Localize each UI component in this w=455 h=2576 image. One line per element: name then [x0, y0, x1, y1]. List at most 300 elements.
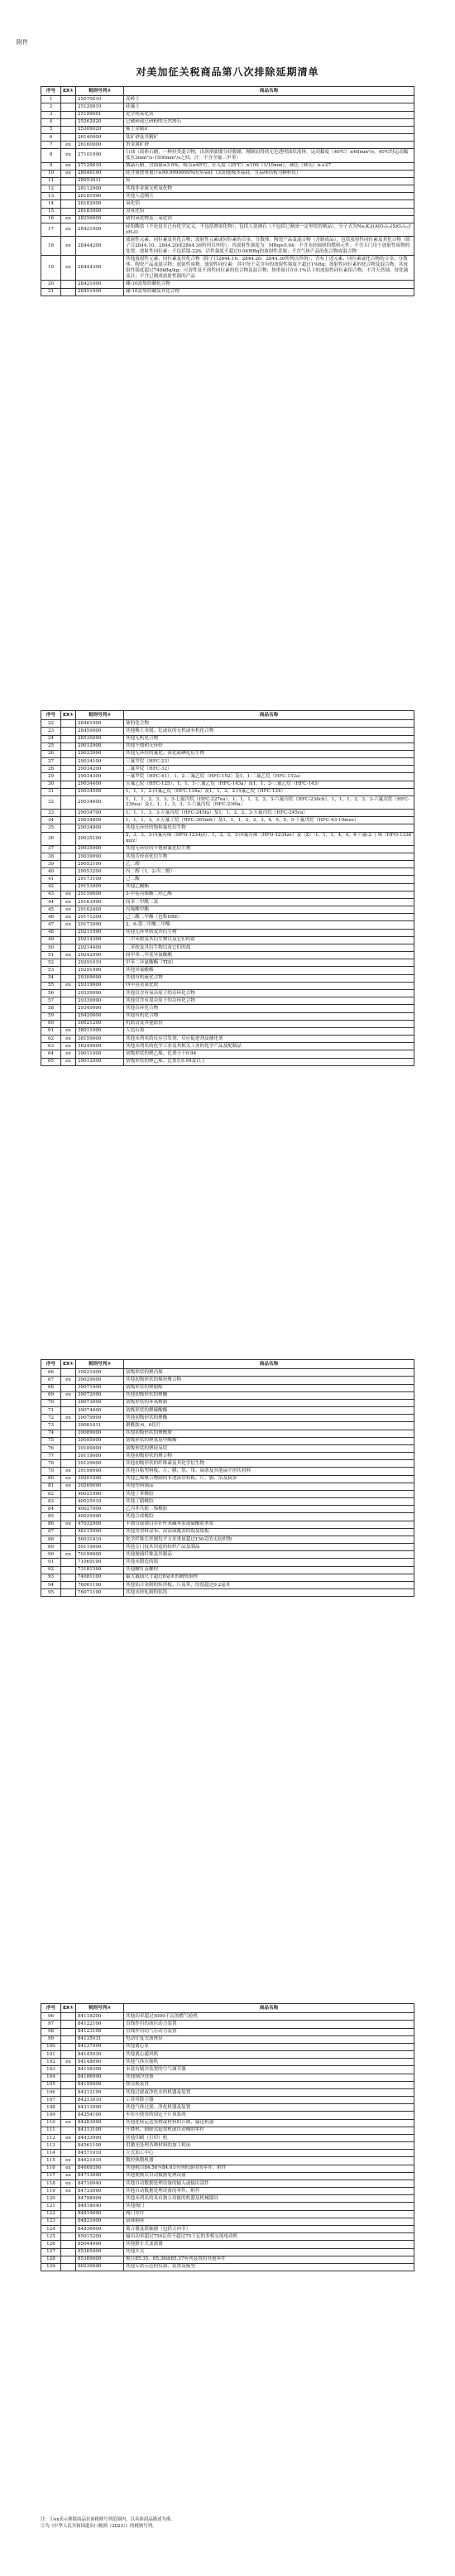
row-ex	[61, 2028, 76, 2035]
table-row	[41, 2081, 414, 2088]
row-ex	[61, 810, 76, 817]
table-row	[41, 1050, 414, 1058]
row-name: 用激光处理各种材料的加工机床	[124, 2142, 414, 2150]
table-row	[41, 103, 414, 111]
header-ex: EX①	[61, 2004, 76, 2013]
table-page-3	[41, 1359, 414, 1597]
row-name: 己二酸	[124, 876, 414, 883]
row-name: 初级形状的聚丙烯	[124, 1369, 414, 1377]
row-name: 其他制冷设备	[124, 2074, 414, 2081]
row-num: 55	[41, 982, 61, 989]
row-num: 124	[41, 2226, 61, 2233]
row-code: 84212199	[76, 2088, 124, 2096]
row-ex: ex	[61, 256, 76, 281]
table-row	[41, 1012, 414, 1020]
row-num: 22	[41, 720, 61, 728]
row-name: 其他初级形状的聚醚	[124, 1391, 414, 1399]
row-code: 39201090	[76, 1475, 124, 1483]
row-code: 85365000	[76, 2248, 124, 2256]
row-name: 其他不饱和无环烃	[124, 743, 414, 750]
row-num: 47	[41, 921, 61, 929]
table-row	[41, 1058, 414, 1065]
row-code: 28421000	[76, 223, 124, 236]
table-row	[41, 96, 414, 103]
row-ex	[61, 936, 76, 944]
table-page-1	[41, 86, 414, 296]
row-num: 29	[41, 773, 61, 781]
row-ex	[61, 2241, 76, 2248]
table-row	[41, 781, 414, 788]
row-num: 81	[41, 1483, 61, 1490]
row-ex: ex	[61, 1468, 76, 1475]
row-ex: ex	[61, 1551, 76, 1559]
table-row	[41, 185, 414, 193]
row-name: 硅含量按重量计≥99.9999999%的多晶硅（太阳能级多晶硅，且晶体结构为颗粒状）	[124, 170, 414, 177]
row-name: 三氟甲烷（HFC-23）	[124, 758, 414, 766]
row-ex: ex	[61, 982, 76, 989]
row-num: 75	[41, 1437, 61, 1444]
row-code: 47032900	[76, 1521, 124, 1528]
row-num: 80	[41, 1475, 61, 1483]
row-ex	[61, 2150, 76, 2157]
table-row	[41, 126, 414, 133]
row-code: 25262020	[76, 118, 124, 126]
row-code: 25070010	[76, 96, 124, 103]
row-ex: ex	[61, 1027, 76, 1035]
header-ex: EX①	[61, 87, 76, 96]
table-row	[41, 2127, 414, 2134]
row-ex	[61, 728, 76, 735]
row-code: 71069190	[76, 1559, 124, 1566]
row-name: 最大截面尺寸超过6毫米的精炼铜丝	[124, 1574, 414, 1581]
row-num: 5	[41, 126, 61, 133]
row-num: 27	[41, 758, 61, 766]
row-ex	[61, 1460, 76, 1468]
row-num: 8	[41, 149, 61, 162]
row-ex	[61, 2051, 76, 2059]
row-name: 间甲苯二甲基异氰酸酯	[124, 952, 414, 959]
row-ex: ex	[61, 170, 76, 177]
row-code: 84254100	[76, 2112, 124, 2119]
row-num: 46	[41, 914, 61, 921]
row-code: 38249999	[76, 1043, 124, 1050]
table-row	[41, 921, 414, 929]
table-row	[41, 982, 414, 989]
row-name: 氧化铝	[124, 200, 414, 208]
table-row	[41, 208, 414, 215]
row-num: 52	[41, 959, 61, 967]
row-ex	[61, 2203, 76, 2210]
row-code: 29012900	[76, 743, 124, 750]
row-ex	[61, 2210, 76, 2218]
row-ex	[61, 781, 76, 788]
row-name: 2，3，3，3-四氟丙烯（HFO-1234yf），1，3，3，3-四氟丙烯（HFO-1234ze）及（Z）-1，1，1，4，4，4-六氟-2-丁烯（HFO-1336mzz）	[124, 832, 414, 845]
row-code: 40029990	[76, 1513, 124, 1521]
row-name: 其他自动数据处理设备的零件、附件	[124, 2188, 414, 2195]
table-header-row	[41, 87, 414, 96]
table-header-row	[41, 711, 414, 720]
table-row	[41, 1506, 414, 1513]
row-num: 54	[41, 974, 61, 982]
row-name: 抗血清及其他血份	[124, 1020, 414, 1027]
row-code: 27101990	[76, 149, 124, 162]
row-num: 107	[41, 2097, 61, 2104]
table-row	[41, 773, 414, 781]
footnotes	[41, 2516, 414, 2530]
row-code: 84118200	[76, 2013, 124, 2021]
row-num: 62	[41, 1036, 61, 1043]
row-code: 29053100	[76, 861, 124, 868]
table-row	[41, 1384, 414, 1391]
table-row	[41, 2021, 414, 2028]
row-name: 其他印刷（打印）机	[124, 2134, 414, 2141]
row-name: 其他初级形状的烯烃聚合物	[124, 1377, 414, 1384]
row-name: 输出功率超过750瓦但不超过75千瓦的多相交流电动机	[124, 2233, 414, 2241]
row-num: 30	[41, 781, 61, 788]
row-ex: ex	[61, 2172, 76, 2180]
table-row	[41, 1551, 414, 1559]
row-ex	[61, 2043, 76, 2050]
table-row	[41, 883, 414, 891]
row-num: 44	[41, 898, 61, 906]
row-name: 其他仅含有氧杂原子的杂环化合物	[124, 990, 414, 997]
row-ex	[61, 1422, 76, 1430]
row-ex	[61, 876, 76, 883]
table-row	[41, 237, 414, 256]
row-num: 90	[41, 1551, 61, 1559]
row-ex: ex	[61, 162, 76, 170]
row-ex: ex	[61, 1415, 76, 1422]
row-name: 立式加工中心	[124, 2150, 414, 2157]
row-code: 29034400	[76, 781, 124, 788]
row-code: 29159000	[76, 891, 124, 898]
table-row	[41, 2088, 414, 2096]
row-ex	[61, 1384, 76, 1391]
row-num: 19	[41, 256, 61, 281]
row-code: 28459000	[76, 728, 124, 735]
row-code: 28181090	[76, 193, 124, 200]
row-name: 阀门零件	[124, 2210, 414, 2218]
row-ex	[61, 997, 76, 1005]
table-row	[41, 2112, 414, 2119]
table-row	[41, 2248, 414, 2256]
table-row	[41, 720, 414, 728]
row-name: 其他未列名的化学工业及其相关工业的化学产品及配制品	[124, 1043, 414, 1050]
row-ex	[61, 766, 76, 773]
table-row	[41, 2210, 414, 2218]
row-code: 29173100	[76, 876, 124, 883]
row-code: 29033990	[76, 750, 124, 757]
table-row	[41, 997, 414, 1005]
row-num: 114	[41, 2150, 61, 2157]
row-name: 其他玻璃纤维及其制品	[124, 1551, 414, 1559]
row-name: 稀土金属矿	[124, 126, 414, 133]
row-name: 3-甲基丙烯酸二羟乙酯	[124, 891, 414, 898]
row-name: 乙丙非共轭二烯橡胶	[124, 1506, 414, 1513]
row-name: 其他离心通风机	[124, 2051, 414, 2059]
row-ex	[61, 2081, 76, 2088]
row-code: 39011000	[76, 1050, 124, 1058]
row-name: 已破碎或已研粉的天然滑石	[124, 118, 414, 126]
row-name: 1，1，1，3，3-五氟丙烷（HFC-245fa）及1，1，2，2，3-五氟丙烷（HFC-245ca）	[124, 810, 414, 817]
row-name: 其他无机化合物	[124, 735, 414, 743]
table-row	[41, 2097, 414, 2104]
row-name: 其他放射性元素、同位素及其化合物（除子目2844.10、2844.20、2844.30所列以外的）；含有上述元素、同位素或化合物的合金、分散体、陶瓷产品及混合物；放射性废物。放射性同位素：其中每千克含有的放射性强度不超过1%Bq；放射性同位素的化合物及混合物，其放射性强度超过740kBq/kg；可溶性及不溶性同位素的化合物及混合物；按重量计在0.1%以下的放射性同位素组合物；不含天然铀、贫化铀及钍；不含已制成放射性源的产品	[124, 256, 414, 281]
row-name: 硅铝酸盐（不论是否已有化学定义，不包括叠氮化物），包括人造沸石（不包括已制成一定形状的制品），分子式为NaₓKᵧ[(AlO₂)₁₂(SiO₂)₁₂]·zH₂O	[124, 223, 414, 236]
row-num: 9	[41, 162, 61, 170]
table-row	[41, 1574, 414, 1581]
row-num: 105	[41, 2081, 61, 2088]
row-name: 其他杂环化合物	[124, 1005, 414, 1012]
row-num: 77	[41, 1453, 61, 1460]
row-ex	[61, 118, 76, 126]
row-ex: ex	[61, 906, 76, 914]
table-row	[41, 1027, 414, 1035]
row-name: 其他有机硫化合物	[124, 974, 414, 982]
row-ex	[61, 959, 76, 967]
row-code: 39081011	[76, 1422, 124, 1430]
row-num: 86	[41, 1521, 61, 1528]
row-ex	[61, 1589, 76, 1597]
row-name: 其他有机化合物	[124, 1012, 414, 1020]
table-row	[41, 2150, 414, 2157]
row-ex	[61, 743, 76, 750]
row-code: 29162400	[76, 906, 124, 914]
table-row	[41, 162, 414, 170]
row-num: 108	[41, 2104, 61, 2112]
row-num: 35	[41, 824, 61, 832]
row-num: 91	[41, 1559, 61, 1566]
row-num: 58	[41, 1005, 61, 1012]
row-name: 电动往复式液体泵	[124, 2035, 414, 2043]
row-num: 76	[41, 1444, 61, 1452]
row-ex	[61, 2248, 76, 2256]
row-num: 95	[41, 1589, 61, 1597]
row-ex	[61, 2088, 76, 2096]
row-name: 其他自粘塑料板、片、膜、箔、带、扁条及其他扁平形状材料	[124, 1468, 414, 1475]
row-name: 人造石墨	[124, 1027, 414, 1035]
row-ex	[61, 288, 76, 296]
table-row	[41, 1422, 414, 1430]
table-page-2	[41, 710, 414, 1066]
table-row	[41, 170, 414, 177]
row-code: 29034100	[76, 758, 124, 766]
row-code: 29309090	[76, 974, 124, 982]
row-code: 29034500	[76, 788, 124, 795]
row-code: 84836000	[76, 2226, 124, 2233]
row-name: 二苯胺及其衍生物以及它们的盐	[124, 944, 414, 951]
row-code: 59119000	[76, 1544, 124, 1551]
row-num: 17	[41, 223, 61, 236]
row-name: 其他过滤或净化水的机器及装置	[124, 2088, 414, 2096]
row-name: 其他合成橡胶	[124, 1513, 414, 1521]
row-code: 28182000	[76, 200, 124, 208]
row-num: 113	[41, 2142, 61, 2150]
row-ex	[61, 2256, 76, 2263]
row-name: 其他功率超过5000千瓦的燃气轮机	[124, 2013, 414, 2021]
row-ex	[61, 845, 76, 853]
table-row	[41, 824, 414, 832]
row-ex	[61, 1407, 76, 1415]
row-ex: ex	[61, 223, 76, 236]
row-code: 29242990	[76, 952, 124, 959]
row-num: 51	[41, 952, 61, 959]
row-num: 40	[41, 868, 61, 876]
table-row	[41, 118, 414, 126]
row-ex	[61, 193, 76, 200]
row-ex	[61, 817, 76, 824]
header-name: 商品名称	[124, 87, 414, 96]
row-ex	[61, 720, 76, 728]
row-num: 65	[41, 1058, 61, 1065]
row-num: 99	[41, 2035, 61, 2043]
table-row	[41, 2241, 414, 2248]
row-name: 税目85.35、85.36或85.37所列装置的其他零件	[124, 2256, 414, 2263]
row-name: 高岭土	[124, 96, 414, 103]
table-row	[41, 1460, 414, 1468]
row-code: 29034800	[76, 817, 124, 824]
table-row	[41, 1566, 414, 1574]
row-ex	[61, 1444, 76, 1452]
table-row	[41, 868, 414, 876]
row-code: 29035100	[76, 832, 124, 845]
row-ex: ex	[61, 921, 76, 929]
row-code: 29173990	[76, 921, 124, 929]
row-ex	[61, 96, 76, 103]
row-num: 2	[41, 103, 61, 111]
row-num: 111	[41, 2127, 61, 2134]
goods-table	[41, 2003, 414, 2271]
row-ex	[61, 281, 76, 288]
row-name: 二甲苯胺及其衍生物以及它们的盐	[124, 936, 414, 944]
row-ex: ex	[61, 952, 76, 959]
row-ex: ex	[61, 2188, 76, 2195]
table-row	[41, 952, 414, 959]
row-name: 四甲基氢氧化铵	[124, 982, 414, 989]
row-name: 其他离心泵	[124, 2043, 414, 2050]
row-name: 其他乙酸酯	[124, 883, 414, 891]
row-code: 70199000	[76, 1551, 124, 1559]
table-row	[41, 2195, 414, 2203]
row-ex: ex	[61, 2157, 76, 2165]
row-name: 其他仅含有氮杂原子的杂环化合物	[124, 997, 414, 1005]
row-ex	[61, 967, 76, 974]
row-ex	[61, 2021, 76, 2028]
row-ex	[61, 1536, 76, 1543]
row-name: 初级形状的聚碳酸酯	[124, 1407, 414, 1415]
table-row	[41, 1521, 414, 1528]
table-row	[41, 281, 414, 288]
row-num: 119	[41, 2188, 61, 2195]
row-num: 127	[41, 2248, 61, 2256]
row-code: 85015200	[76, 2233, 124, 2241]
row-code: 84122100	[76, 2021, 124, 2028]
row-code: 25120010	[76, 103, 124, 111]
table-row	[41, 810, 414, 817]
row-code: 29214300	[76, 936, 124, 944]
row-code: 29319000	[76, 982, 124, 989]
row-code: 76071190	[76, 1589, 124, 1597]
row-ex: ex	[61, 1036, 76, 1043]
row-num: 15	[41, 208, 61, 215]
row-code: 48115990	[76, 1528, 124, 1536]
row-code: 84137099	[76, 2043, 124, 2050]
row-code: 39079999	[76, 1415, 124, 1422]
row-num: 96	[41, 2013, 61, 2021]
row-name: 初级形状的聚乙烯，比重在0.94及以上	[124, 1058, 414, 1065]
row-name: 半漂白或漂白非针叶木碱木浆或硫酸盐木浆	[124, 1521, 414, 1528]
row-name: 初级形状的环氧树脂	[124, 1399, 414, 1406]
row-ex: ex	[61, 142, 76, 149]
row-code: 84195000	[76, 2081, 124, 2088]
row-name: 甲苯二异氰酸酯（TDI）	[124, 959, 414, 967]
row-ex	[61, 1020, 76, 1027]
row-ex	[61, 824, 76, 832]
row-code: 29035900	[76, 845, 124, 853]
row-name: 丙烯酸甲酯	[124, 906, 414, 914]
row-name: 1，1，1，2-四氟乙烷（HFC-134a）及1，1，2，2-四氟乙烷（HFC-134）	[124, 788, 414, 795]
row-name: 硼-10富集的硼化合物	[124, 281, 414, 288]
row-name: 初级形状的聚乙烯，比重小于0.94	[124, 1050, 414, 1058]
table-row	[41, 1513, 414, 1521]
table-row	[41, 735, 414, 743]
table-row	[41, 2203, 414, 2210]
table-row	[41, 288, 414, 296]
row-ex	[61, 200, 76, 208]
row-ex	[61, 103, 76, 111]
row-code: 84733090	[76, 2188, 124, 2195]
row-code: 39095000	[76, 1437, 124, 1444]
table-row	[41, 1475, 414, 1483]
table-row	[41, 2188, 414, 2195]
row-code: 29339990	[76, 997, 124, 1005]
row-name: 贵金属矿砂	[124, 142, 414, 149]
row-num: 120	[41, 2195, 61, 2203]
row-ex	[61, 2263, 76, 2271]
row-num: 106	[41, 2088, 61, 2096]
row-name: 五氟乙烷（HFC-125），1，1，1-三氟乙烷（HFC-143a）及1，1，2-三氟乙烷（HFC-143）	[124, 781, 414, 788]
row-ex: ex	[61, 149, 76, 162]
row-num: 110	[41, 2119, 61, 2127]
row-name: 其他稀土金属、钇或钪的无机或有机化合物	[124, 728, 414, 735]
row-code: 84561100	[76, 2142, 124, 2150]
row-name: 丙二醇（1，2-丙二醇）	[124, 868, 414, 876]
row-name: 升降机、倒卸式起重机或自动梯的零件	[124, 2127, 414, 2134]
table-row	[41, 959, 414, 967]
footnote-line: ②为《中华人民共和国进出口税则（2023）》的税则号列。	[41, 2524, 157, 2530]
table-row	[41, 177, 414, 185]
row-num: 104	[41, 2074, 61, 2081]
row-code: 84186990	[76, 2074, 124, 2081]
table-row	[41, 149, 414, 162]
row-ex: ex	[61, 914, 76, 921]
row-num: 21	[41, 288, 61, 296]
table-row	[41, 1544, 414, 1551]
table-row	[41, 2172, 414, 2180]
row-num: 70	[41, 1399, 61, 1406]
row-code: 74081100	[76, 1574, 124, 1581]
row-num: 97	[41, 2021, 61, 2028]
row-ex	[61, 1574, 76, 1581]
table-row	[41, 2059, 414, 2066]
row-ex	[61, 126, 76, 133]
row-code: 85389000	[76, 2256, 124, 2263]
table-row	[41, 967, 414, 974]
row-num: 71	[41, 1407, 61, 1415]
header-ex: EX①	[61, 711, 76, 720]
row-code: 39072090	[76, 1391, 124, 1399]
row-ex	[61, 1005, 76, 1012]
